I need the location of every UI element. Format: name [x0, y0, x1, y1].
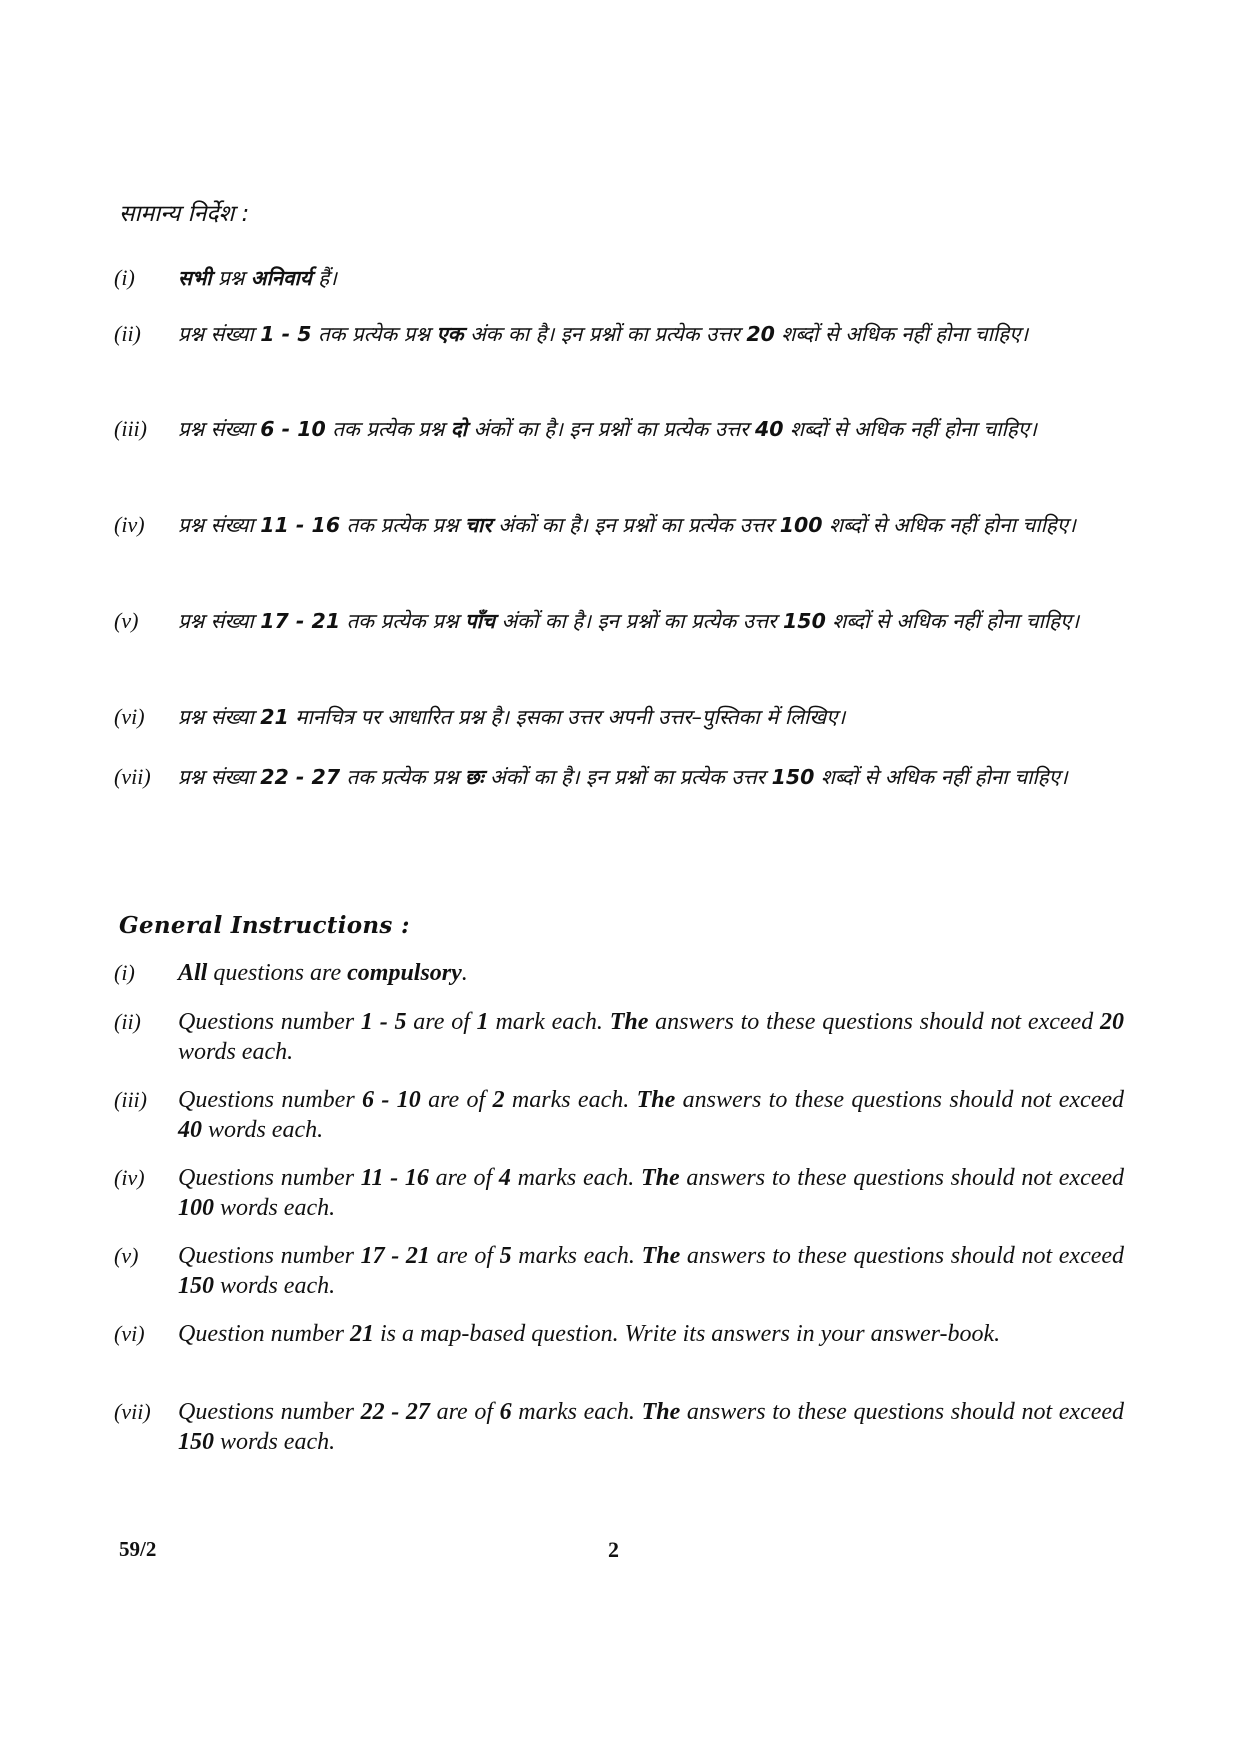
item-number: (vi) — [114, 1321, 145, 1346]
item-number: (v) — [114, 1243, 139, 1268]
item-text: Question number 21 is a map-based question. Write its answers in your answer-book. — [178, 1321, 1001, 1347]
english-instruction-3 — [114, 1085, 1124, 1145]
item-text: प्रश्न संख्या 11 - 16 तक प्रत्येक प्रश्न चार अंकों का है। इन प्रश्नों का प्रत्येक उत्तर 100 शब्दों से अधिक नहीं होना चाहिए। — [178, 513, 1076, 537]
item-number: (ii) — [114, 321, 141, 346]
item-number: (iv) — [114, 512, 145, 537]
item-number: (ii) — [114, 1009, 141, 1034]
english-instruction-5 — [114, 1241, 1124, 1301]
item-text: प्रश्न संख्या 1 - 5 तक प्रत्येक प्रश्न एक अंक का है। इन प्रश्नों का प्रत्येक उत्तर 20 शब्दों से अधिक नहीं होना चाहिए। — [178, 322, 1029, 346]
page-number: 2 — [608, 1537, 619, 1562]
item-number: (i) — [114, 960, 135, 985]
item-text: प्रश्न संख्या 22 - 27 तक प्रत्येक प्रश्न छः अंकों का है। इन प्रश्नों का प्रत्येक उत्तर 150 शब्दों से अधिक नहीं होना चाहिए। — [178, 765, 1068, 789]
hindi-instruction-7 — [114, 757, 1124, 797]
item-text: प्रश्न संख्या 6 - 10 तक प्रत्येक प्रश्न दो अंकों का है। इन प्रश्नों का प्रत्येक उत्तर 40 शब्दों से अधिक नहीं होना चाहिए। — [178, 417, 1037, 441]
hindi-instruction-2 — [114, 314, 1124, 354]
hindi-instruction-4 — [114, 505, 1124, 545]
item-text: Questions number 17 - 21 are of 5 marks each. The answers to these questions should not exceed 150 words each. — [178, 1243, 1125, 1299]
item-text: All questions are compulsory. — [178, 960, 468, 986]
item-number: (iii) — [114, 1087, 147, 1112]
item-number: (v) — [114, 608, 139, 633]
hindi-instruction-6 — [114, 697, 1124, 737]
item-text: प्रश्न संख्या 17 - 21 तक प्रत्येक प्रश्न पाँच अंकों का है। इन प्रश्नों का प्रत्येक उत्तर 150 शब्दों से अधिक नहीं होना चाहिए। — [178, 609, 1080, 633]
hindi-instruction-1 — [114, 258, 1124, 298]
english-instruction-1 — [114, 958, 1124, 988]
english-instruction-6 — [114, 1319, 1124, 1349]
item-text: Questions number 6 - 10 are of 2 marks each. The answers to these questions should not exceed 40 words each. — [178, 1087, 1124, 1143]
item-number: (vii) — [114, 1399, 151, 1424]
english-instruction-4 — [114, 1163, 1124, 1223]
hindi-instruction-3 — [114, 409, 1124, 449]
english-instruction-2 — [114, 1007, 1124, 1067]
item-number: (vi) — [114, 704, 145, 729]
item-number: (iv) — [114, 1165, 145, 1190]
item-text: प्रश्न संख्या 21 मानचित्र पर आधारित प्रश्न है। इसका उत्तर अपनी उत्तर–पुस्तिका में लिखिए। — [178, 705, 846, 729]
item-number: (vii) — [114, 764, 151, 789]
paper-code: 59/2 — [119, 1537, 157, 1561]
item-text: सभी प्रश्न अनिवार्य हैं। — [178, 266, 337, 290]
item-text: Questions number 11 - 16 are of 4 marks each. The answers to these questions should not exceed 100 words each. — [178, 1165, 1125, 1221]
english-instructions-heading: General Instructions : — [119, 912, 410, 939]
item-text: Questions number 22 - 27 are of 6 marks each. The answers to these questions should not exceed 150 words each. — [178, 1399, 1125, 1455]
item-text: Questions number 1 - 5 are of 1 mark each. The answers to these questions should not exceed 20 words each. — [178, 1009, 1124, 1065]
hindi-instruction-5 — [114, 601, 1124, 641]
item-number: (i) — [114, 265, 135, 290]
hindi-instructions-heading: सामान्य निर्देश : — [119, 201, 250, 227]
english-instruction-7 — [114, 1397, 1124, 1457]
item-number: (iii) — [114, 416, 147, 441]
